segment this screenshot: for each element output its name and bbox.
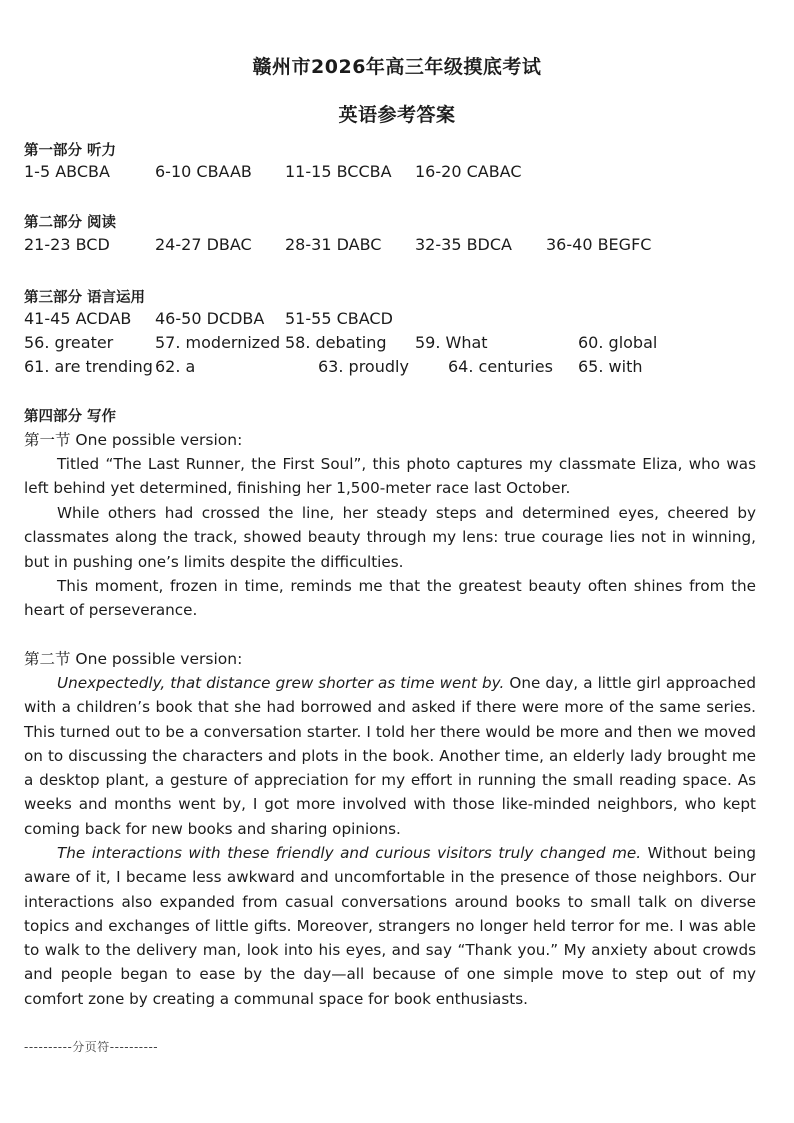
- answer-group: 1-5 ABCBA: [24, 162, 110, 181]
- section1-paragraph: This moment, frozen in time, reminds me that the greatest beauty often shines from the heart of perseverance.: [24, 577, 756, 620]
- answer-group: 28-31 DABC: [285, 235, 382, 254]
- part3-answer-row-3: [0, 357, 794, 381]
- answer-group: 11-15 BCCBA: [285, 162, 392, 181]
- paragraph-body: One day, a little girl approached with a children’s book that she had borrowed and asked if there were more of the same series. This turned out to be a conversation starter. I told her there would be more and then we moved on to discussing the characters and plots in the book. Another time, an elderly lady brought me a desktop plant, a gesture of appreciation for my effort in running the small reading space. As weeks and months went by, I got more involved with those like-minded neighbors, who kept coming back for new books and sharing opinions.: [24, 674, 756, 838]
- answer-group: 24-27 DBAC: [155, 235, 252, 254]
- answer-item: 64. centuries: [448, 357, 553, 376]
- section2-paragraph-2: [24, 841, 756, 1011]
- answer-item: 61. are trending: [24, 357, 153, 376]
- answer-group: 32-35 BDCA: [415, 235, 512, 254]
- answer-item: 57. modernized: [155, 333, 281, 352]
- section1-paragraph: Titled “The Last Runner, the First Soul”, this photo captures my classmate Eliza, who was left behind yet determined, finishing her 1,500-meter race last October.: [24, 455, 756, 498]
- answer-item: 56. greater: [24, 333, 114, 352]
- answer-group: 51-55 CBACD: [285, 309, 393, 328]
- answer-group: 6-10 CBAAB: [155, 162, 252, 181]
- document-title: 赣州市2026年高三年级摸底考试: [252, 56, 542, 78]
- part4-heading: 第四部分 写作: [24, 409, 117, 425]
- part3-answer-row-1: [0, 309, 794, 333]
- document-subtitle: 英语参考答案: [338, 104, 456, 126]
- paragraph-body: Without being aware of it, I became less awkward and uncomfortable in the presence of those neighbors. Our interactions also expanded from casual conversations around books to small talk on diverse topics and exchanges of little gifts. Moreover, strangers no longer held terror for me. I was able to walk to the delivery man, look into his eyes, and say “Thank you.” My anxiety about crowds and people began to ease by the day—all because of one simple move to step out of my comfort zone by creating a communal space for book enthusiasts.: [24, 844, 756, 1008]
- part1-heading: 第一部分 听力: [24, 143, 117, 159]
- section1-label: 第一节 One possible version:: [24, 431, 243, 449]
- paragraph-lead-sentence: The interactions with these friendly and curious visitors truly changed me.: [57, 844, 642, 862]
- answer-group: 21-23 BCD: [24, 235, 110, 254]
- page-break-marker: ----------分页符----------: [24, 1040, 159, 1054]
- paragraph-lead-sentence: Unexpectedly, that distance grew shorter as time went by.: [57, 674, 505, 692]
- answer-group: 36-40 BEGFC: [546, 235, 652, 254]
- answer-item: 65. with: [578, 357, 643, 376]
- section2-paragraph-1: [24, 671, 756, 841]
- answer-group: 46-50 DCDBA: [155, 309, 265, 328]
- answer-item: 60. global: [578, 333, 658, 352]
- section1-paragraph: While others had crossed the line, her steady steps and determined eyes, cheered by classmates along the track, showed beauty through my lens: true courage lies not in winning, but in pushing one’s limits despite the difficulties.: [24, 504, 756, 571]
- answer-item: 63. proudly: [318, 357, 409, 376]
- answer-group: 16-20 CABAC: [415, 162, 522, 181]
- answer-item: 62. a: [155, 357, 196, 376]
- part1-answer-row: [0, 162, 794, 186]
- section2-label: 第二节 One possible version:: [24, 650, 243, 668]
- answer-item: 59. What: [415, 333, 488, 352]
- answer-item: 58. debating: [285, 333, 387, 352]
- part3-answer-row-2: [0, 333, 794, 357]
- part2-heading: 第二部分 阅读: [24, 215, 117, 231]
- part2-answer-row: [0, 235, 794, 259]
- answer-group: 41-45 ACDAB: [24, 309, 132, 328]
- part3-heading: 第三部分 语言运用: [24, 290, 146, 306]
